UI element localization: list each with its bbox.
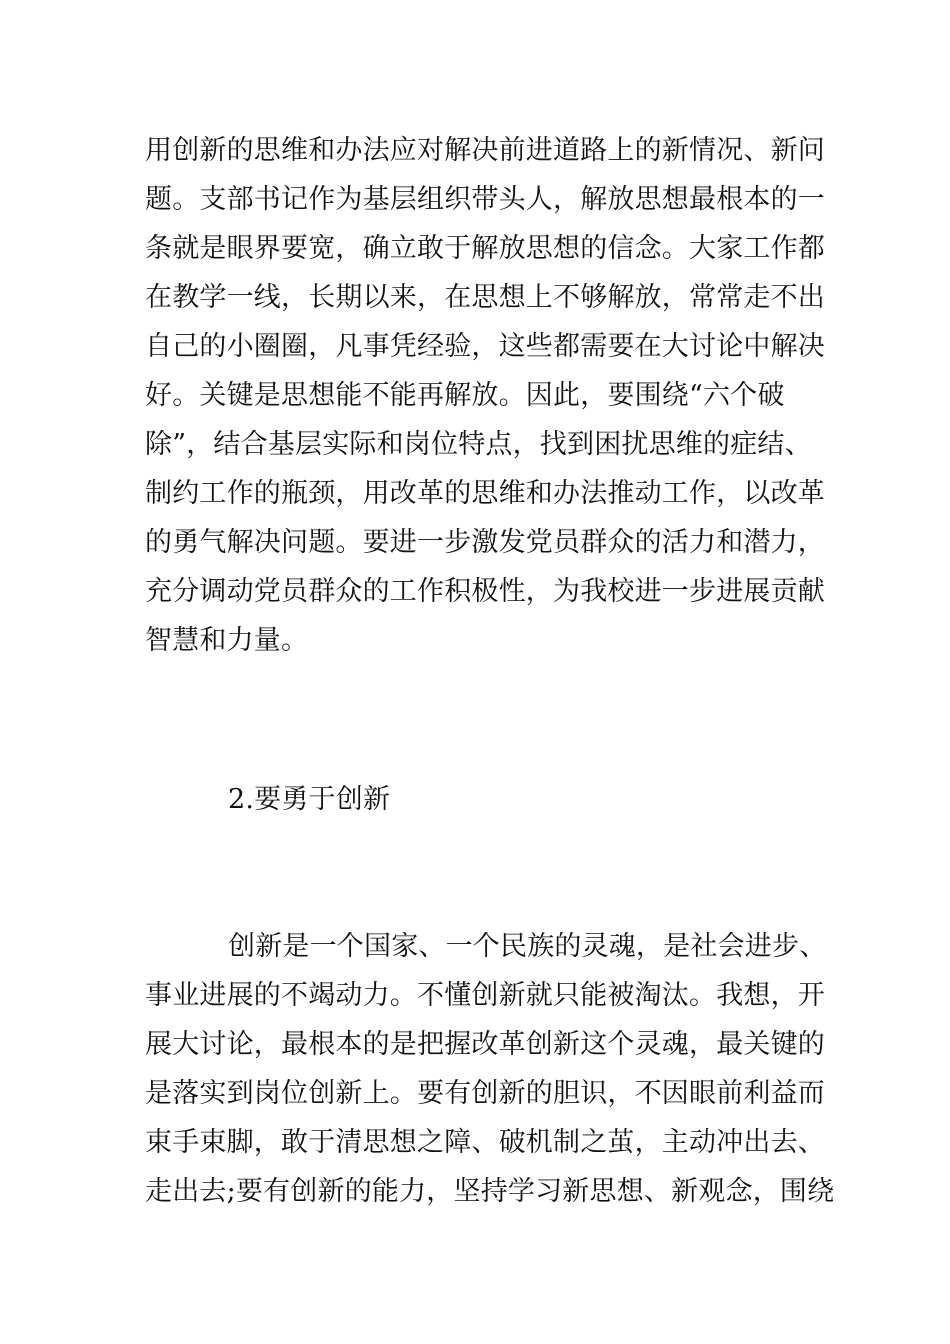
- paragraph-2-line-3: 展大讨论，最根本的是把握改革创新这个灵魂，最关键的: [145, 1029, 825, 1060]
- paragraph-2-line-6: 走出去;要有创新的能力，坚持学习新思想、新观念，围绕: [145, 1176, 835, 1207]
- paragraph-2-line-2: 事业进展的不竭动力。不懂创新就只能被淘汰。我想，开: [145, 980, 825, 1011]
- paragraph-1-line-11: 智慧和力量。: [145, 625, 309, 656]
- paragraph-1-line-9: 的勇气解决问题。要进一步激发党员群众的活力和潜力，: [145, 527, 825, 558]
- paragraph-1-line-3: 条就是眼界要宽，确立敢于解放思想的信念。大家工作都: [145, 233, 825, 264]
- paragraph-1-line-4: 在教学一线，长期以来，在思想上不够解放，常常走不出: [145, 282, 825, 313]
- paragraph-1-line-8: 制约工作的瓶颈，用改革的思维和办法推动工作，以改革: [145, 478, 825, 509]
- paragraph-1-line-6: 好。关键是思想能不能再解放。因此，要围绕“六个破: [145, 380, 785, 411]
- paragraph-1-line-1: 用创新的思维和办法应对解决前进道路上的新情况、新问: [145, 135, 825, 166]
- paragraph-1-line-10: 充分调动党员群众的工作积极性，为我校进一步进展贡献: [145, 576, 825, 607]
- paragraph-1-line-2: 题。支部书记作为基层组织带头人，解放思想最根本的一: [145, 184, 825, 215]
- paragraph-2-line-1: 创新是一个国家、一个民族的灵魂，是社会进步、: [228, 931, 827, 962]
- section-heading: 2.要勇于创新: [228, 784, 391, 815]
- paragraph-1-line-7: 除”，结合基层实际和岗位特点，找到困扰思维的症结、: [145, 429, 812, 460]
- paragraph-1-line-5: 自己的小圈圈，凡事凭经验，这些都需要在大讨论中解决: [145, 331, 825, 362]
- paragraph-2-line-4: 是落实到岗位创新上。要有创新的胆识，不因眼前利益而: [145, 1078, 825, 1109]
- paragraph-2-line-5: 束手束脚，敢于清思想之障、破机制之茧，主动冲出去、: [145, 1127, 825, 1158]
